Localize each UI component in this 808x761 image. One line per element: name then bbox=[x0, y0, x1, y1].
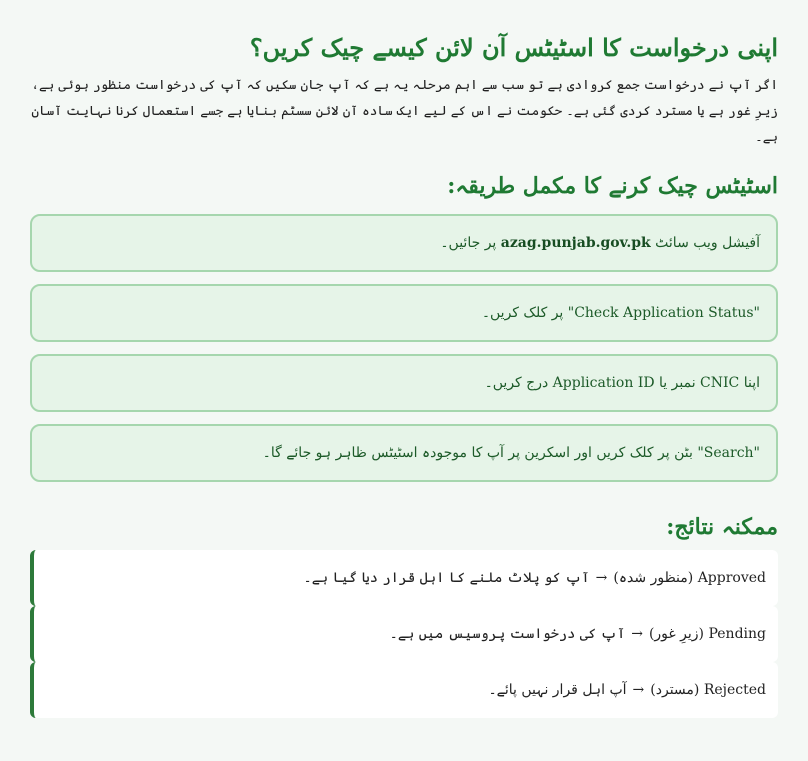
steps-list bbox=[30, 214, 778, 482]
result-text: آپ اہل قرار نہیں پائے۔ bbox=[488, 681, 627, 698]
result-item bbox=[30, 550, 778, 606]
result-text: آپ کو پلاٹ ملنے کا اہل قرار دیا گیا ہے۔ bbox=[303, 569, 590, 586]
step-suffix: نمبر یا Application ID درج کریں۔ bbox=[484, 374, 701, 391]
arrow-icon: → bbox=[632, 681, 645, 698]
steps-heading: اسٹیٹس چیک کرنے کا مکمل طریقہ: bbox=[447, 173, 778, 200]
arrow-icon: → bbox=[595, 569, 608, 586]
results-heading: ممکنہ نتائج: bbox=[666, 513, 778, 540]
arrow-icon: → bbox=[631, 625, 643, 642]
step-suffix: پر کلک کریں۔ bbox=[481, 304, 568, 321]
step-prefix: آفیشل ویب سائٹ bbox=[650, 234, 760, 251]
result-item bbox=[30, 662, 778, 718]
step-suffix: بٹن پر کلک کریں اور اسکرین پر آپ کا موجودہ اسٹیٹس ظاہر ہو جائے گا۔ bbox=[262, 444, 698, 461]
page-title: اپنی درخواست کا اسٹیٹس آن لائن کیسے چیک کریں؟ bbox=[249, 33, 778, 62]
step-item bbox=[30, 354, 778, 412]
result-text: آپ کی درخواست پروسیس میں ہے۔ bbox=[389, 625, 626, 642]
step-item bbox=[30, 424, 778, 482]
step-prefix: اپنا bbox=[739, 374, 760, 391]
results-list bbox=[30, 550, 778, 718]
step-item bbox=[30, 284, 778, 342]
website-link[interactable]: azag.punjab.gov.pk bbox=[500, 234, 651, 251]
step-highlight: CNIC bbox=[700, 374, 740, 391]
step-prefix: "Search" bbox=[697, 444, 760, 461]
result-label: Pending (زیرِ غور) bbox=[648, 625, 766, 642]
result-item bbox=[30, 606, 778, 662]
result-label: Rejected (مسترد) bbox=[650, 681, 766, 698]
intro-paragraph: اگر آپ نے درخواست جمع کروادی ہے تو سب سے اہم مرحلہ یہ ہے کہ آپ جان سکیں کہ آپ کی درخواست منظور ہوئی ہے، زیرِ غور ہے یا مسترد کردی گئی ہے۔ حکومت نے اس کے لیے ایک سادہ آن لائن سسٹم بنایا ہے جسے استعمال کرنا نہایت آسان ہے۔ bbox=[31, 78, 778, 146]
result-label: Approved (منظور شدہ) bbox=[613, 569, 766, 586]
step-prefix: "Check Application Status" bbox=[567, 304, 760, 321]
step-item bbox=[30, 214, 778, 272]
step-suffix: پر جائیں۔ bbox=[440, 234, 501, 251]
